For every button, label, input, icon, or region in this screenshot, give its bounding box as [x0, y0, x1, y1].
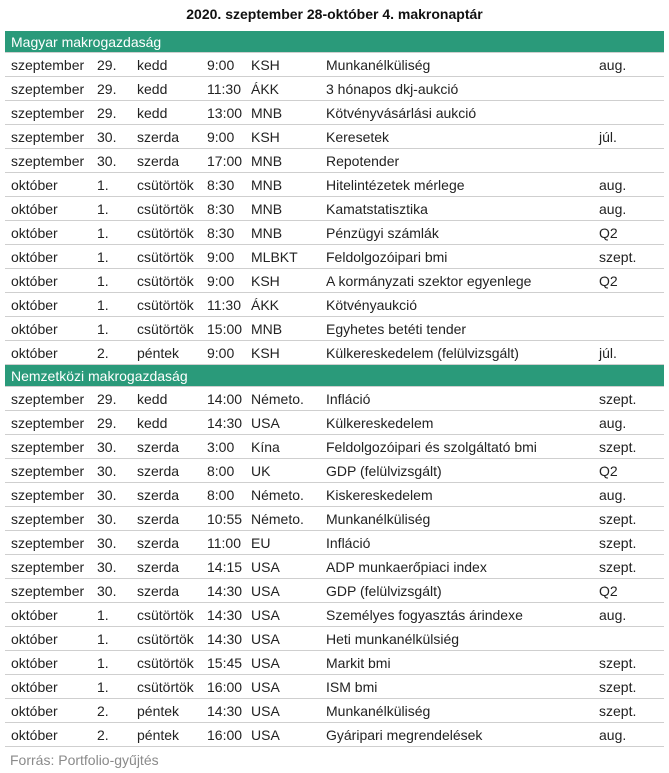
institution-cell: ÁKK — [251, 81, 280, 97]
time-cell: 14:30 — [207, 607, 243, 623]
weekday-cell: kedd — [137, 415, 168, 431]
month-cell: október — [11, 249, 58, 265]
table-row — [5, 651, 664, 675]
event-cell: Feldolgozóipari bmi — [326, 249, 448, 265]
weekday-cell: péntek — [137, 345, 180, 361]
time-cell: 16:00 — [207, 727, 243, 743]
time-cell: 9:00 — [207, 273, 235, 289]
table-row — [5, 269, 664, 293]
section-header-international: Nemzetközi makrogazdaság — [5, 365, 664, 387]
month-cell: október — [11, 607, 58, 623]
institution-cell: USA — [251, 559, 280, 575]
time-cell: 17:00 — [207, 153, 243, 169]
month-cell: október — [11, 631, 58, 647]
weekday-cell: csütörtök — [137, 607, 194, 623]
period-cell: aug. — [599, 57, 627, 73]
day-cell: 1. — [97, 225, 109, 241]
day-cell: 30. — [97, 153, 117, 169]
period-cell: aug. — [599, 607, 627, 623]
month-cell: szeptember — [11, 511, 85, 527]
table-row — [5, 77, 664, 101]
weekday-cell: csütörtök — [137, 249, 194, 265]
table-row — [5, 387, 664, 411]
institution-cell: MNB — [251, 105, 283, 121]
event-cell: A kormányzati szektor egyenlege — [326, 273, 532, 289]
weekday-cell: szerda — [137, 511, 180, 527]
weekday-cell: csütörtök — [137, 273, 194, 289]
table-row — [5, 125, 664, 149]
table-row — [5, 101, 664, 125]
weekday-cell: szerda — [137, 583, 180, 599]
table-row — [5, 435, 664, 459]
time-cell: 15:45 — [207, 655, 243, 671]
international-rows — [5, 387, 664, 747]
day-cell: 1. — [97, 655, 109, 671]
month-cell: október — [11, 727, 58, 743]
day-cell: 30. — [97, 535, 117, 551]
period-cell: Q2 — [599, 463, 618, 479]
period-cell: szept. — [599, 511, 637, 527]
weekday-cell: csütörtök — [137, 225, 194, 241]
period-cell: szept. — [599, 655, 637, 671]
institution-cell: ÁKK — [251, 297, 280, 313]
table-row — [5, 603, 664, 627]
day-cell: 1. — [97, 297, 109, 313]
time-cell: 14:30 — [207, 415, 243, 431]
period-cell: szept. — [599, 679, 637, 695]
institution-cell: MLBKT — [251, 249, 298, 265]
table-row — [5, 723, 664, 747]
time-cell: 14:30 — [207, 583, 243, 599]
table-row — [5, 483, 664, 507]
table-row — [5, 317, 664, 341]
time-cell: 9:00 — [207, 345, 235, 361]
period-cell: aug. — [599, 487, 627, 503]
period-cell: Q2 — [599, 273, 618, 289]
month-cell: október — [11, 177, 58, 193]
event-cell: Kötvényvásárlási aukció — [326, 105, 477, 121]
day-cell: 29. — [97, 415, 117, 431]
event-cell: Heti munkanélkülsiég — [326, 631, 460, 647]
institution-cell: KSH — [251, 57, 280, 73]
event-cell: Kötvényaukció — [326, 297, 418, 313]
institution-cell: MNB — [251, 177, 283, 193]
institution-cell: EU — [251, 535, 271, 551]
event-cell: Hitelintézetek mérlege — [326, 177, 465, 193]
event-cell: Markit bmi — [326, 655, 391, 671]
time-cell: 14:00 — [207, 391, 243, 407]
time-cell: 14:30 — [207, 631, 243, 647]
month-cell: szeptember — [11, 463, 85, 479]
table-row — [5, 53, 664, 77]
event-cell: Pénzügyi számlák — [326, 225, 439, 241]
time-cell: 8:00 — [207, 487, 235, 503]
day-cell: 1. — [97, 273, 109, 289]
period-cell: aug. — [599, 201, 627, 217]
weekday-cell: csütörtök — [137, 655, 194, 671]
month-cell: szeptember — [11, 415, 85, 431]
time-cell: 14:30 — [207, 703, 243, 719]
institution-cell: MNB — [251, 321, 283, 337]
institution-cell: USA — [251, 583, 280, 599]
table-row — [5, 459, 664, 483]
period-cell: Q2 — [599, 583, 618, 599]
institution-cell: KSH — [251, 273, 280, 289]
table-row — [5, 699, 664, 723]
month-cell: október — [11, 655, 58, 671]
time-cell: 14:15 — [207, 559, 243, 575]
table-row — [5, 579, 664, 603]
time-cell: 11:30 — [207, 297, 241, 313]
month-cell: szeptember — [11, 559, 85, 575]
day-cell: 1. — [97, 679, 109, 695]
event-cell: Infláció — [326, 535, 371, 551]
time-cell: 8:00 — [207, 463, 235, 479]
day-cell: 2. — [97, 703, 109, 719]
weekday-cell: csütörtök — [137, 297, 194, 313]
institution-cell: Németo. — [251, 391, 304, 407]
institution-cell: Németo. — [251, 487, 304, 503]
month-cell: szeptember — [11, 81, 85, 97]
time-cell: 9:00 — [207, 129, 235, 145]
day-cell: 2. — [97, 727, 109, 743]
table-row — [5, 555, 664, 579]
institution-cell: MNB — [251, 153, 283, 169]
event-cell: ADP munkaerőpiaci index — [326, 559, 487, 575]
weekday-cell: kedd — [137, 391, 168, 407]
month-cell: október — [11, 345, 58, 361]
time-cell: 8:30 — [207, 201, 235, 217]
event-cell: Egyhetes betéti tender — [326, 321, 467, 337]
period-cell: aug. — [599, 727, 627, 743]
institution-cell: Kína — [251, 439, 280, 455]
table-row — [5, 411, 664, 435]
time-cell: 13:00 — [207, 105, 243, 121]
period-cell: júl. — [599, 129, 617, 145]
event-cell: Munkanélküliség — [326, 511, 431, 527]
weekday-cell: szerda — [137, 463, 180, 479]
day-cell: 30. — [97, 129, 117, 145]
day-cell: 30. — [97, 487, 117, 503]
event-cell: ISM bmi — [326, 679, 378, 695]
event-cell: GDP (felülvizsgált) — [326, 463, 442, 479]
day-cell: 29. — [97, 105, 117, 121]
day-cell: 1. — [97, 607, 109, 623]
period-cell: szept. — [599, 559, 637, 575]
table-row — [5, 197, 664, 221]
table-row — [5, 245, 664, 269]
table-row — [5, 507, 664, 531]
day-cell: 30. — [97, 511, 117, 527]
month-cell: szeptember — [11, 105, 85, 121]
time-cell: 9:00 — [207, 57, 235, 73]
hungarian-rows — [5, 53, 664, 365]
weekday-cell: kedd — [137, 81, 168, 97]
month-cell: szeptember — [11, 153, 85, 169]
table-row — [5, 531, 664, 555]
weekday-cell: szerda — [137, 153, 180, 169]
weekday-cell: csütörtök — [137, 201, 194, 217]
day-cell: 30. — [97, 463, 117, 479]
time-cell: 8:30 — [207, 225, 235, 241]
event-cell: 3 hónapos dkj-aukció — [326, 81, 459, 97]
event-cell: Munkanélküliség — [326, 703, 431, 719]
event-cell: GDP (felülvizsgált) — [326, 583, 442, 599]
month-cell: szeptember — [11, 439, 85, 455]
institution-cell: USA — [251, 727, 280, 743]
table-row — [5, 627, 664, 651]
month-cell: szeptember — [11, 487, 85, 503]
weekday-cell: kedd — [137, 57, 168, 73]
event-cell: Feldolgozóipari és szolgáltató bmi — [326, 439, 537, 455]
period-cell: aug. — [599, 177, 627, 193]
weekday-cell: szerda — [137, 535, 180, 551]
weekday-cell: szerda — [137, 487, 180, 503]
table-row — [5, 221, 664, 245]
period-cell: szept. — [599, 703, 637, 719]
table-row — [5, 293, 664, 317]
institution-cell: MNB — [251, 201, 283, 217]
time-cell: 10:55 — [207, 511, 243, 527]
weekday-cell: csütörtök — [137, 177, 194, 193]
time-cell: 11:00 — [207, 535, 241, 551]
day-cell: 29. — [97, 81, 117, 97]
institution-cell: USA — [251, 415, 280, 431]
table-row — [5, 149, 664, 173]
day-cell: 1. — [97, 631, 109, 647]
institution-cell: KSH — [251, 345, 280, 361]
table-row — [5, 173, 664, 197]
institution-cell: USA — [251, 655, 280, 671]
institution-cell: USA — [251, 607, 280, 623]
institution-cell: USA — [251, 679, 280, 695]
month-cell: szeptember — [11, 57, 85, 73]
time-cell: 16:00 — [207, 679, 243, 695]
day-cell: 1. — [97, 177, 109, 193]
day-cell: 1. — [97, 321, 109, 337]
time-cell: 8:30 — [207, 177, 235, 193]
table-row — [5, 675, 664, 699]
section-header-hungarian: Magyar makrogazdaság — [5, 31, 664, 53]
macro-calendar-table — [5, 31, 664, 747]
period-cell: szept. — [599, 249, 637, 265]
weekday-cell: szerda — [137, 559, 180, 575]
event-cell: Keresetek — [326, 129, 390, 145]
time-cell: 15:00 — [207, 321, 243, 337]
institution-cell: USA — [251, 703, 280, 719]
event-cell: Repotender — [326, 153, 400, 169]
weekday-cell: szerda — [137, 439, 180, 455]
period-cell: szept. — [599, 535, 637, 551]
event-cell: Személyes fogyasztás árindexe — [326, 607, 523, 623]
day-cell: 30. — [97, 583, 117, 599]
event-cell: Kiskereskedelem — [326, 487, 433, 503]
source-note: Forrás: Portfolio-gyűjtés — [10, 752, 159, 768]
weekday-cell: csütörtök — [137, 631, 194, 647]
day-cell: 1. — [97, 201, 109, 217]
event-cell: Kamatstatisztika — [326, 201, 428, 217]
time-cell: 11:30 — [207, 81, 241, 97]
institution-cell: KSH — [251, 129, 280, 145]
month-cell: október — [11, 679, 58, 695]
institution-cell: MNB — [251, 225, 283, 241]
month-cell: szeptember — [11, 391, 85, 407]
event-cell: Munkanélküliség — [326, 57, 431, 73]
month-cell: szeptember — [11, 129, 85, 145]
day-cell: 1. — [97, 249, 109, 265]
table-row — [5, 341, 664, 365]
day-cell: 30. — [97, 439, 117, 455]
event-cell: Infláció — [326, 391, 371, 407]
month-cell: október — [11, 321, 58, 337]
time-cell: 9:00 — [207, 249, 235, 265]
weekday-cell: péntek — [137, 727, 180, 743]
month-cell: október — [11, 703, 58, 719]
day-cell: 29. — [97, 391, 117, 407]
month-cell: szeptember — [11, 583, 85, 599]
period-cell: aug. — [599, 415, 627, 431]
period-cell: szept. — [599, 391, 637, 407]
time-cell: 3:00 — [207, 439, 235, 455]
month-cell: október — [11, 201, 58, 217]
calendar-title: 2020. szeptember 28-október 4. makronaptár — [186, 6, 483, 22]
institution-cell: Németo. — [251, 511, 304, 527]
day-cell: 29. — [97, 57, 117, 73]
weekday-cell: kedd — [137, 105, 168, 121]
weekday-cell: péntek — [137, 703, 180, 719]
month-cell: október — [11, 225, 58, 241]
period-cell: szept. — [599, 439, 637, 455]
weekday-cell: szerda — [137, 129, 180, 145]
weekday-cell: csütörtök — [137, 679, 194, 695]
event-cell: Gyáripari megrendelések — [326, 727, 483, 743]
period-cell: júl. — [599, 345, 617, 361]
institution-cell: UK — [251, 463, 271, 479]
institution-cell: USA — [251, 631, 280, 647]
month-cell: október — [11, 273, 58, 289]
period-cell: Q2 — [599, 225, 618, 241]
month-cell: szeptember — [11, 535, 85, 551]
day-cell: 30. — [97, 559, 117, 575]
event-cell: Külkereskedelem (felülvizsgált) — [326, 345, 519, 361]
day-cell: 2. — [97, 345, 109, 361]
event-cell: Külkereskedelem — [326, 415, 434, 431]
weekday-cell: csütörtök — [137, 321, 194, 337]
month-cell: október — [11, 297, 58, 313]
